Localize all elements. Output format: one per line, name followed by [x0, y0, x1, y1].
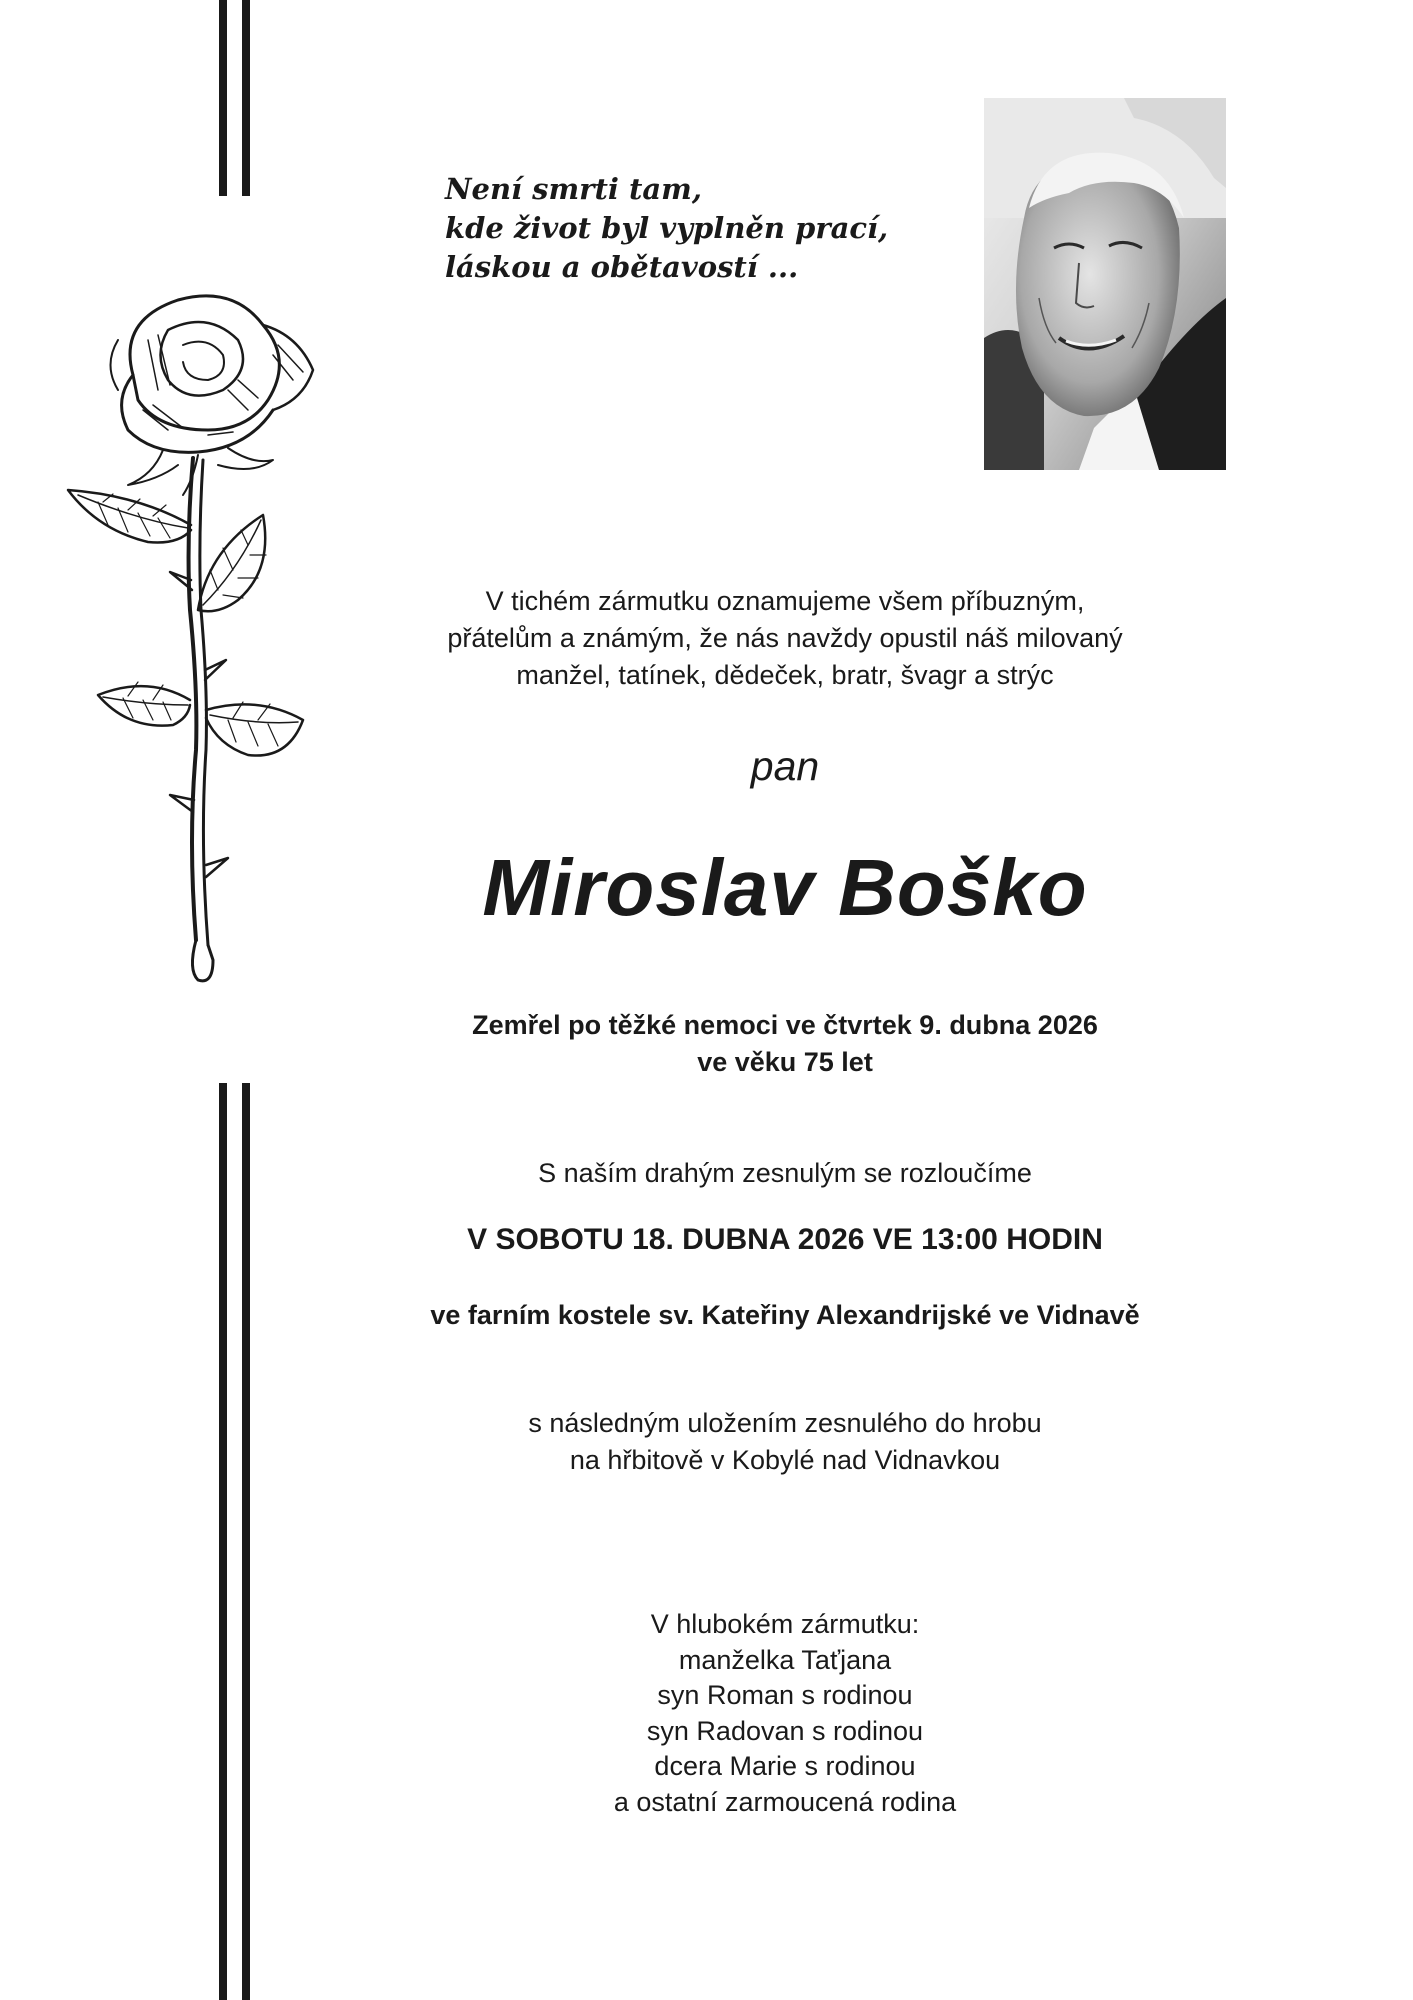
ceremony-place: ve farním kostele sv. Kateřiny Alexandrijské ve Vidnavě — [430, 1300, 1140, 1330]
memorial-quote — [445, 170, 965, 287]
quote-line: kde život byl vyplněn prací, — [445, 211, 889, 245]
mourners-line: syn Radovan s rodinou — [646, 1715, 924, 1746]
mourners-line: V hlubokém zármutku: — [650, 1609, 920, 1639]
deceased-name: Miroslav Boško — [482, 843, 1088, 932]
portrait-photo — [984, 98, 1226, 470]
death-details — [380, 1007, 1190, 1081]
mourning-bar-top-right — [242, 0, 250, 196]
farewell-text: S naším drahým zesnulým se rozloučíme — [538, 1158, 1032, 1188]
announcement-line: V tichém zármutku oznamujeme všem příbuzným, — [485, 586, 1085, 616]
death-line: Zemřel po těžké nemoci ve čtvrtek 9. dubna 2026 — [472, 1010, 1098, 1040]
mourners-line: syn Roman s rodinou — [657, 1680, 913, 1710]
mourners-line: a ostatní zarmoucená rodina — [613, 1786, 957, 1817]
burial-details — [380, 1405, 1190, 1479]
ceremony-datetime: V SOBOTU 18. DUBNA 2026 VE 13:00 HODIN — [467, 1223, 1103, 1256]
death-line: ve věku 75 let — [697, 1047, 873, 1077]
announcement-text — [380, 583, 1190, 694]
announcement-line: manžel, tatínek, dědeček, bratr, švagr a strýc — [516, 660, 1054, 690]
mourners-line: dcera Marie s rodinou — [654, 1751, 916, 1781]
announcement-line: přátelům a známým, že nás navždy opustil náš milovaný — [447, 623, 1123, 653]
mourners-line: manželka Taťjana — [678, 1644, 892, 1675]
burial-line: s následným uložením zesnulého do hrobu — [528, 1408, 1042, 1438]
mourners-list — [380, 1607, 1190, 1820]
burial-line: na hřbitově v Kobylé nad Vidnavkou — [569, 1445, 1001, 1475]
mourning-bar-bottom-right — [242, 1083, 250, 2000]
rose-illustration — [58, 280, 408, 1000]
quote-line: Není smrti tam, — [445, 172, 702, 206]
mourning-bar-top-left — [219, 0, 227, 196]
quote-line: láskou a obětavostí ... — [445, 250, 799, 284]
mourning-bar-bottom-left — [219, 1083, 227, 2000]
honorific: pan — [750, 743, 820, 789]
